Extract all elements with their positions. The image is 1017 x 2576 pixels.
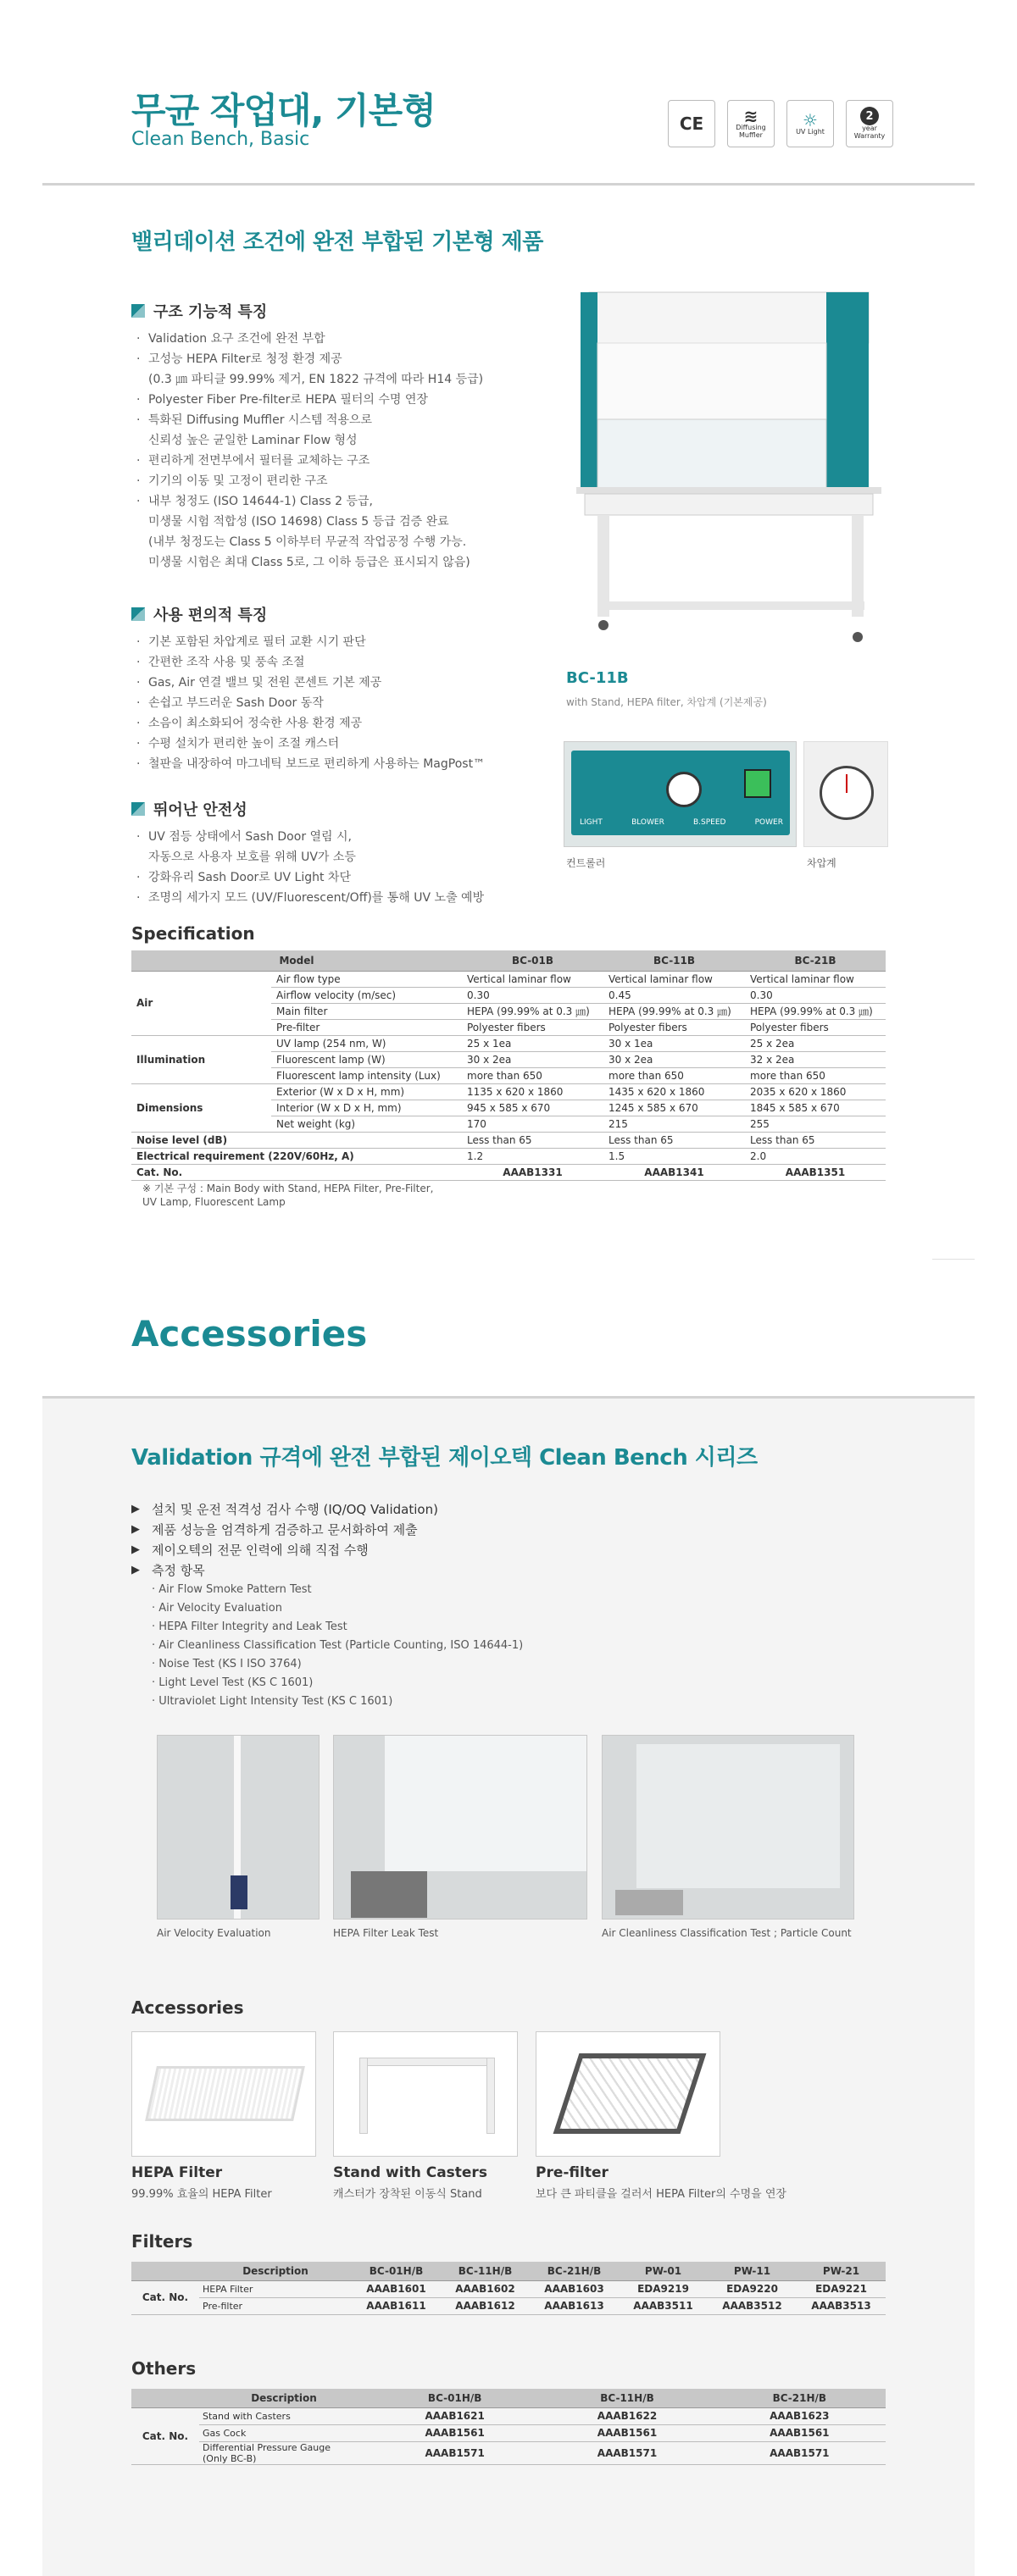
table-head: Description	[199, 2262, 352, 2280]
test-item: · Ultraviolet Light Intensity Test (KS C 1601)	[152, 1692, 809, 1711]
others-title: Others	[131, 2358, 197, 2379]
badge-row	[668, 100, 893, 147]
spec-group: Air	[131, 971, 271, 1035]
table-cell: Differential Pressure Gauge (Only BC-B)	[199, 2441, 369, 2464]
feature-item: · 철판을 내장하여 마그네틱 보드로 편리하게 사용하는 MagPost™	[131, 754, 538, 774]
filters-table	[131, 2262, 886, 2315]
spec-cell: 945 x 585 x 670	[462, 1100, 603, 1116]
feature-item: · Polyester Fiber Pre-filter로 HEPA 필터의 수명 연장	[131, 390, 538, 410]
table-cell: AAAB1611	[352, 2297, 441, 2314]
stand-image	[333, 2031, 518, 2157]
badge-label: Diffusing Muffler	[736, 124, 766, 139]
table-head: BC-21H/B	[530, 2262, 619, 2280]
validation-point: ▶ 설치 및 운전 적격성 검사 수행 (IQ/OQ Validation)	[131, 1499, 809, 1520]
panel-label: POWER	[754, 818, 783, 827]
product-model: BC-11B	[566, 669, 629, 687]
spec-cell: 1245 x 585 x 670	[603, 1100, 745, 1116]
blank-head	[131, 2389, 199, 2407]
spec-group: Illumination	[131, 1035, 271, 1083]
table-cell: AAAB1561	[541, 2424, 713, 2441]
spec-label: Noise level (dB)	[131, 1132, 462, 1148]
validation-point: ▶ 제품 성능을 엄격하게 검증하고 문서화하여 제출	[131, 1520, 809, 1540]
table-cell: HEPA Filter	[199, 2280, 352, 2297]
acc-name: Pre-filter	[536, 2164, 609, 2181]
warranty-icon: 2	[860, 107, 879, 125]
feature-list	[131, 329, 538, 573]
table-row	[131, 2297, 886, 2314]
divider	[42, 183, 975, 186]
feature-item: · Gas, Air 연결 밸브 및 전원 콘센트 기본 제공	[131, 673, 538, 693]
controller-image	[564, 741, 797, 847]
spec-cell: Polyester fibers	[462, 1019, 603, 1035]
point-list	[131, 1499, 809, 1581]
table-cell: AAAB1602	[441, 2280, 530, 2297]
pen-icon	[131, 607, 145, 621]
spec-cell: 0.45	[603, 987, 745, 1003]
table-cell: AAAB1601	[352, 2280, 441, 2297]
row-group: Cat. No.	[131, 2407, 199, 2464]
photo-caption: Air Velocity Evaluation	[157, 1927, 271, 1939]
ce-badge	[668, 100, 715, 147]
table-cell: AAAB1571	[369, 2441, 541, 2464]
spec-cell: more than 650	[462, 1067, 603, 1083]
spec-cell: 255	[745, 1116, 886, 1132]
table-cell: EDA9221	[797, 2280, 886, 2297]
spec-cell: Airflow velocity (m/sec)	[271, 987, 462, 1003]
spec-cell: AAAB1351	[745, 1164, 886, 1180]
pen-icon	[131, 304, 145, 318]
spec-cell: Air flow type	[271, 971, 462, 987]
acc-desc: 99.99% 효율의 HEPA Filter	[131, 2188, 272, 2201]
validation-point: ▶ 제이오텍의 전문 인력에 의해 직접 수행	[131, 1540, 809, 1560]
table-head: Description	[199, 2389, 369, 2407]
row-group: Cat. No.	[131, 2280, 199, 2314]
table-head: BC-11H/B	[541, 2389, 713, 2407]
acc-title: Accessories	[131, 1997, 244, 2018]
spec-cell: 25 x 2ea	[745, 1035, 886, 1051]
feature-group-safety	[131, 798, 538, 908]
table-cell: AAAB3512	[708, 2297, 797, 2314]
uv-light-icon: ☼	[803, 109, 818, 130]
acc-name: HEPA Filter	[131, 2164, 223, 2181]
acc-item	[536, 2164, 786, 2201]
spec-head: BC-21B	[745, 950, 886, 971]
acc-name: Stand with Casters	[333, 2164, 487, 2181]
gauge-image	[803, 741, 888, 847]
spec-cell: Less than 65	[603, 1132, 745, 1148]
spec-row	[131, 1164, 886, 1180]
spec-cell: Exterior (W x D x H, mm)	[271, 1083, 462, 1100]
spec-head: BC-01B	[462, 950, 603, 971]
controller-caption: 컨트롤러	[566, 857, 606, 869]
spec-table	[131, 950, 886, 1181]
table-cell: AAAB1623	[714, 2407, 886, 2424]
uv-light-badge	[786, 100, 834, 147]
table-head: BC-11H/B	[441, 2262, 530, 2280]
spec-cell: Polyester fibers	[603, 1019, 745, 1035]
air-velocity-photo	[157, 1735, 320, 1920]
table-cell: EDA9220	[708, 2280, 797, 2297]
spec-cell: 170	[462, 1116, 603, 1132]
spec-head: Model	[131, 950, 462, 971]
headline: 밸리데이션 조건에 완전 부합된 기본형 제품	[131, 230, 543, 255]
feature-item: · 수평 설치가 편리한 높이 조절 캐스터	[131, 734, 538, 754]
pre-filter-image	[536, 2031, 720, 2157]
table-cell: Stand with Casters	[199, 2407, 369, 2424]
spec-cell: 1435 x 620 x 1860	[603, 1083, 745, 1100]
hepa-filter-image	[131, 2031, 316, 2157]
test-item: · Light Level Test (KS C 1601)	[152, 1674, 809, 1692]
spec-cell: HEPA (99.99% at 0.3 ㎛)	[603, 1003, 745, 1019]
muffler-icon: ≋	[743, 106, 759, 127]
feature-item: · Validation 요구 조건에 완전 부합	[131, 329, 538, 349]
hepa-leak-photo	[333, 1735, 587, 1920]
table-cell: Gas Cock	[199, 2424, 369, 2441]
panel-label: BLOWER	[631, 818, 664, 827]
table-cell: AAAB1621	[369, 2407, 541, 2424]
table-cell: AAAB1561	[369, 2424, 541, 2441]
product-subtitle: with Stand, HEPA filter, 차압계 (기본제공)	[566, 696, 767, 708]
spec-label: Cat. No.	[131, 1164, 462, 1180]
spec-row	[131, 971, 886, 987]
table-cell: AAAB1612	[441, 2297, 530, 2314]
table-row	[131, 2424, 886, 2441]
feature-item: · 편리하게 전면부에서 필터를 교체하는 구조	[131, 451, 538, 471]
table-row	[131, 2407, 886, 2424]
gauge-caption: 차압계	[807, 857, 836, 869]
spec-cell: 2035 x 620 x 1860	[745, 1083, 886, 1100]
spec-cell: Less than 65	[462, 1132, 603, 1148]
page-title: 무균 작업대, 기본형	[131, 90, 436, 131]
spec-cell: more than 650	[603, 1067, 745, 1083]
spec-row	[131, 1083, 886, 1100]
feature-title: 뛰어난 안전성	[153, 801, 247, 819]
spec-cell: 30 x 2ea	[462, 1051, 603, 1067]
table-cell: AAAB1561	[714, 2424, 886, 2441]
feature-item: · 간편한 조작 사용 및 풍속 조절	[131, 652, 538, 673]
spec-cell: 1.5	[603, 1148, 745, 1164]
spec-row	[131, 1035, 886, 1051]
spec-cell: AAAB1331	[462, 1164, 603, 1180]
feature-item: · 소음이 최소화되어 정숙한 사용 환경 제공	[131, 713, 538, 734]
table-head: BC-01H/B	[369, 2389, 541, 2407]
table-row	[131, 2280, 886, 2297]
spec-cell: 25 x 1ea	[462, 1035, 603, 1051]
spec-cell: Less than 65	[745, 1132, 886, 1148]
photo-caption: HEPA Filter Leak Test	[333, 1927, 439, 1939]
spec-head: BC-11B	[603, 950, 745, 971]
feature-item: · 특화된 Diffusing Muffler 시스템 적용으로 신뢰성 높은 균일한 Laminar Flow 형성	[131, 410, 538, 451]
badge-label: year Warranty	[853, 125, 886, 140]
table-cell: AAAB3511	[619, 2297, 708, 2314]
test-list	[152, 1581, 809, 1711]
accessories-title: Accessories	[131, 1313, 368, 1354]
table-head: PW-01	[619, 2262, 708, 2280]
warranty-badge	[846, 100, 893, 147]
spec-cell: Vertical laminar flow	[603, 971, 745, 987]
feature-item: · UV 점등 상태에서 Sash Door 열림 시, 자동으로 사용자 보호를 위해 UV가 소등	[131, 827, 538, 867]
clean-bench-image	[572, 288, 894, 661]
feature-list	[131, 827, 538, 908]
table-cell: AAAB3513	[797, 2297, 886, 2314]
spec-note: ※ 기본 구성 : Main Body with Stand, HEPA Filter, Pre-Filter, UV Lamp, Fluorescent Lamp	[142, 1183, 434, 1208]
table-head: PW-11	[708, 2262, 797, 2280]
spec-cell: Net weight (kg)	[271, 1116, 462, 1132]
spec-cell: AAAB1341	[603, 1164, 745, 1180]
feature-list	[131, 632, 538, 774]
spec-body	[131, 971, 886, 1180]
feature-item: · 내부 청정도 (ISO 14644-1) Class 2 등급, 미생물 시험 적합성 (ISO 14698) Class 5 등급 검증 완료 (내부 청정도는 Class 5 이하부터 무균적 작업공정 수행 가능. 미생물 시험은 최대 Class 5로, 그 이하 등급은 표시되지 않음)	[131, 491, 538, 573]
validation-points	[131, 1499, 809, 1711]
spec-group: Dimensions	[131, 1083, 271, 1132]
others-table	[131, 2389, 886, 2465]
spec-cell: HEPA (99.99% at 0.3 ㎛)	[745, 1003, 886, 1019]
spec-cell: 0.30	[745, 987, 886, 1003]
table-cell: AAAB1571	[541, 2441, 713, 2464]
feature-item: · 기본 포함된 차압계로 필터 교환 시기 판단	[131, 632, 538, 652]
feature-group-convenience	[131, 603, 538, 774]
spec-cell: UV lamp (254 nm, W)	[271, 1035, 462, 1051]
divider	[932, 1259, 975, 1260]
feature-title: 구조 기능적 특징	[153, 303, 268, 321]
feature-item: · 강화유리 Sash Door로 UV Light 차단	[131, 867, 538, 888]
spec-cell: more than 650	[745, 1067, 886, 1083]
test-item: · Noise Test (KS I ISO 3764)	[152, 1655, 809, 1674]
spec-cell: 215	[603, 1116, 745, 1132]
table-cell: AAAB1622	[541, 2407, 713, 2424]
test-item: · HEPA Filter Integrity and Leak Test	[152, 1618, 809, 1637]
validation-headline: Validation 규격에 완전 부합된 제이오텍 Clean Bench 시리즈	[131, 1445, 758, 1471]
spec-cell: Vertical laminar flow	[462, 971, 603, 987]
spec-cell: 32 x 2ea	[745, 1051, 886, 1067]
spec-cell: Interior (W x D x H, mm)	[271, 1100, 462, 1116]
spec-cell: 2.0	[745, 1148, 886, 1164]
spec-cell: Pre-filter	[271, 1019, 462, 1035]
spec-cell: Fluorescent lamp intensity (Lux)	[271, 1067, 462, 1083]
filters-title: Filters	[131, 2231, 193, 2252]
spec-cell: Polyester fibers	[745, 1019, 886, 1035]
feature-item: · 조명의 세가지 모드 (UV/Fluorescent/Off)를 통해 UV 노출 예방	[131, 888, 538, 908]
table-head: PW-21	[797, 2262, 886, 2280]
feature-title: 사용 편의적 특징	[153, 607, 268, 624]
page-subtitle: Clean Bench, Basic	[131, 129, 310, 150]
badge-label: UV Light	[796, 127, 825, 136]
acc-desc: 캐스터가 장착된 이동식 Stand	[333, 2188, 482, 2201]
panel-label: B.SPEED	[693, 818, 726, 827]
spec-cell: Fluorescent lamp (W)	[271, 1051, 462, 1067]
spec-cell: 0.30	[462, 987, 603, 1003]
test-item: · Air Velocity Evaluation	[152, 1599, 809, 1618]
pen-icon	[131, 802, 145, 816]
spec-cell: Main filter	[271, 1003, 462, 1019]
feature-item: · 기기의 이동 및 고정이 편리한 구조	[131, 471, 538, 491]
test-item: · Air Flow Smoke Pattern Test	[152, 1581, 809, 1599]
spec-label: Electrical requirement (220V/60Hz, A)	[131, 1148, 462, 1164]
panel-label: LIGHT	[580, 818, 603, 827]
table-head: BC-01H/B	[352, 2262, 441, 2280]
spec-cell: 30 x 2ea	[603, 1051, 745, 1067]
table-cell: EDA9219	[619, 2280, 708, 2297]
spec-cell: HEPA (99.99% at 0.3 ㎛)	[462, 1003, 603, 1019]
muffler-badge	[727, 100, 775, 147]
spec-cell: 1.2	[462, 1148, 603, 1164]
table-head: BC-21H/B	[714, 2389, 886, 2407]
table-cell: AAAB1603	[530, 2280, 619, 2297]
test-item: · Air Cleanliness Classification Test (Particle Counting, ISO 14644-1)	[152, 1637, 809, 1655]
feature-item: · 고성능 HEPA Filter로 청정 환경 제공 (0.3 ㎛ 파티클 99.99% 제거, EN 1822 규격에 따라 H14 등급)	[131, 349, 538, 390]
feature-group-structure	[131, 300, 538, 573]
spec-title: Specification	[131, 923, 255, 944]
ce-icon: CE	[679, 114, 704, 134]
acc-item	[131, 2164, 272, 2201]
blank-head	[131, 2262, 199, 2280]
table-cell: AAAB1571	[714, 2441, 886, 2464]
validation-point: ▶ 측정 항목	[131, 1560, 809, 1581]
table-row	[131, 2441, 886, 2464]
acc-desc: 보다 큰 파티클을 걸러서 HEPA Filter의 수명을 연장	[536, 2188, 786, 2201]
acc-item	[333, 2164, 487, 2201]
particle-count-photo	[602, 1735, 854, 1920]
table-cell: Pre-filter	[199, 2297, 352, 2314]
photo-caption: Air Cleanliness Classification Test ; Particle Count	[602, 1927, 852, 1939]
spec-cell: 1845 x 585 x 670	[745, 1100, 886, 1116]
feature-item: · 손쉽고 부드러운 Sash Door 동작	[131, 693, 538, 713]
spec-row	[131, 1132, 886, 1148]
spec-row	[131, 1148, 886, 1164]
spec-cell: 1135 x 620 x 1860	[462, 1083, 603, 1100]
table-cell: AAAB1613	[530, 2297, 619, 2314]
spec-cell: 30 x 1ea	[603, 1035, 745, 1051]
spec-cell: Vertical laminar flow	[745, 971, 886, 987]
